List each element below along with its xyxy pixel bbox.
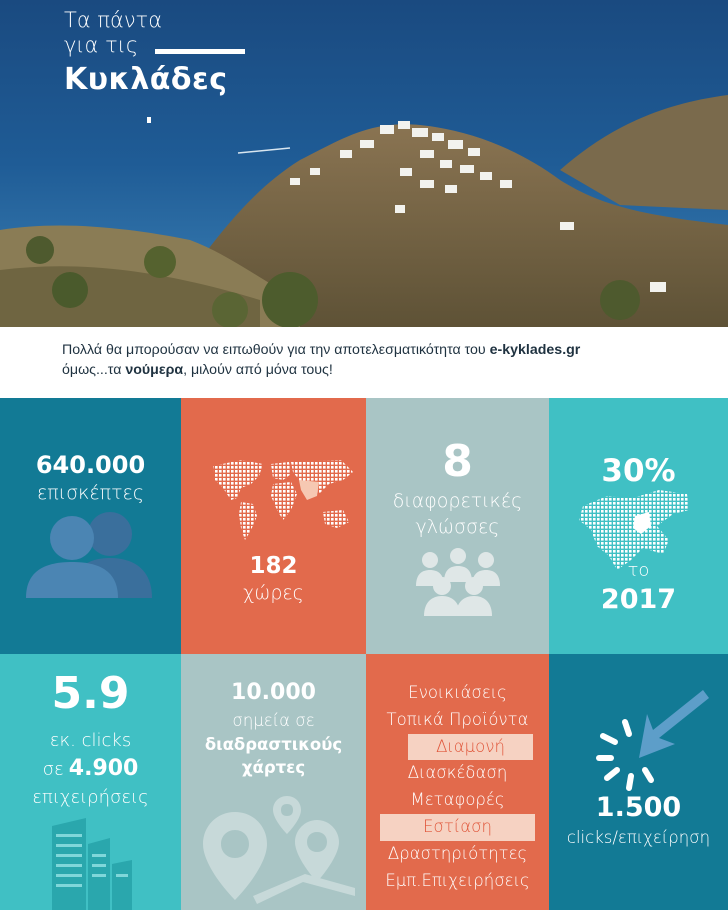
category-item: Τοπικά Προϊόντα bbox=[386, 709, 529, 729]
map-pins-icon bbox=[195, 792, 355, 910]
intro-bold-word: νούμερα bbox=[125, 362, 184, 378]
category-item: Εμπ.Επιχειρήσεις bbox=[385, 870, 530, 890]
countries-value: 182 bbox=[249, 553, 298, 579]
per-business-value: 1.500 bbox=[595, 792, 682, 823]
stat-clicks bbox=[0, 654, 181, 910]
clicks-label-line1: εκ. clicks bbox=[49, 730, 132, 751]
clicks-value: 5.9 bbox=[51, 668, 130, 719]
clicks-businesses-value: 4.900 bbox=[68, 756, 139, 781]
per-business-label: clicks/επιχείρηση bbox=[566, 828, 711, 847]
intro-line1-text: Πολλά θα μπορούσαν να ειπωθούν για την αποτελεσματικότητα του bbox=[62, 342, 490, 358]
languages-value: 8 bbox=[442, 436, 473, 487]
languages-label-line2: γλώσσες bbox=[415, 516, 500, 538]
hero-title-line2: για τις bbox=[64, 33, 139, 57]
category-list bbox=[366, 680, 549, 894]
intro-line2-suffix: , μιλούν από μόνα τους! bbox=[183, 362, 333, 378]
visitors-label: επισκέπτες bbox=[37, 482, 144, 504]
clicks-label-line2 bbox=[0, 756, 181, 781]
category-item: Διασκέδαση bbox=[407, 763, 508, 783]
map-points-label-line1: σημεία σε bbox=[232, 711, 315, 730]
stat-languages bbox=[366, 398, 549, 654]
category-item: Δραστηριότητες bbox=[387, 843, 528, 863]
stat-visitors bbox=[0, 398, 181, 654]
map-points-value: 10.000 bbox=[231, 680, 316, 705]
stat-map-points bbox=[181, 654, 366, 910]
growth-label: το bbox=[627, 560, 650, 581]
world-map-icon bbox=[211, 458, 361, 548]
crowd-icon bbox=[410, 546, 506, 616]
visitors-value: 640.000 bbox=[35, 451, 146, 479]
category-item-highlighted: Διαμονή bbox=[408, 734, 533, 761]
category-item: Ενοικιάσεις bbox=[408, 683, 507, 702]
hero-title bbox=[64, 8, 228, 100]
map-points-label-line3: χάρτες bbox=[241, 758, 306, 777]
users-icon bbox=[22, 506, 158, 598]
category-item: Μεταφορές bbox=[410, 790, 505, 810]
intro-text bbox=[62, 340, 702, 380]
category-item-highlighted: Εστίαση bbox=[380, 814, 535, 841]
intro-site-name: e-kyklades.gr bbox=[489, 342, 581, 358]
stat-categories bbox=[366, 654, 549, 910]
hero-accent-bar bbox=[155, 49, 245, 54]
stat-per-business bbox=[549, 654, 728, 910]
hero-image bbox=[0, 0, 728, 327]
languages-label-line1: διαφορετικές bbox=[392, 490, 523, 512]
buildings-icon bbox=[46, 814, 136, 910]
cursor-click-icon bbox=[593, 684, 713, 794]
clicks-label-line2-prefix: σε bbox=[42, 759, 64, 780]
countries-label: χώρες bbox=[243, 582, 304, 604]
growth-year: 2017 bbox=[600, 584, 677, 615]
intro-line2-prefix: όμως...τα bbox=[62, 362, 126, 378]
stat-growth bbox=[549, 398, 728, 654]
stat-countries bbox=[181, 398, 366, 654]
map-points-label-line2: διαδραστικούς bbox=[204, 735, 343, 754]
hero-title-line1: Τα πάντα bbox=[64, 8, 163, 32]
hero-title-line3: Κυκλάδες bbox=[64, 62, 228, 97]
clicks-label-line3: επιχειρήσεις bbox=[32, 787, 149, 808]
growth-value: 30% bbox=[601, 453, 676, 489]
